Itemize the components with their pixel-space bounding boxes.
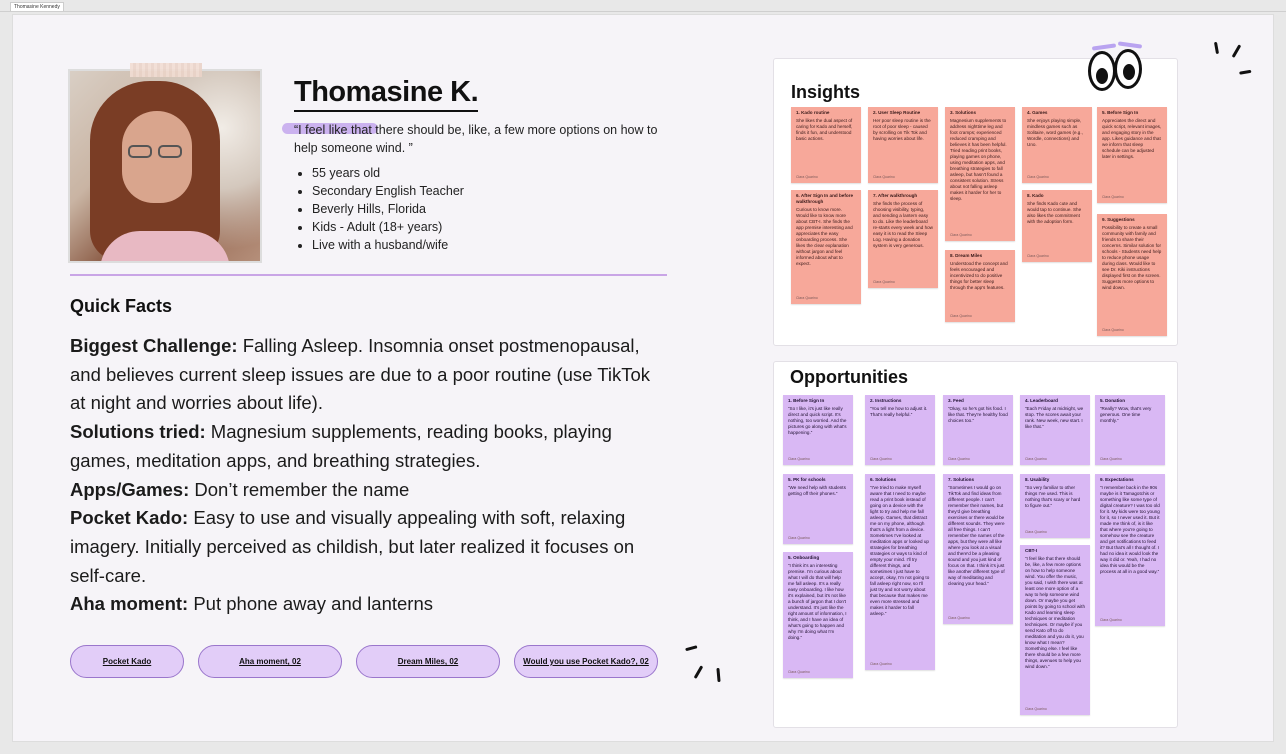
opportunity-note[interactable] — [783, 474, 853, 544]
opportunity-note[interactable] — [1020, 395, 1090, 465]
opportunity-note[interactable] — [783, 552, 853, 678]
bio-item: • Secondary English Teacher — [312, 182, 464, 200]
note-signature: Clara Quarino — [870, 662, 892, 666]
bio-item: • Kids - Adult (18+ years) — [312, 218, 464, 236]
insight-note[interactable] — [945, 107, 1015, 241]
fact-text: Don’t remember the name — [189, 478, 410, 500]
note-signature: Clara Quarino — [1102, 328, 1124, 332]
section-divider — [70, 274, 667, 276]
insight-note[interactable] — [1022, 190, 1092, 262]
note-title: 4. Leaderboard — [1025, 398, 1058, 403]
note-signature: Clara Quarino — [1102, 195, 1124, 199]
note-signature: Clara Quarino — [796, 296, 818, 300]
note-text: Curious to know more. Would like to know more about CBT-I. She finds the app premise interesting and appreciates the easy onboarding process. She likes the clear explanation without jargon and feel informed about what to expect. — [796, 207, 853, 266]
note-signature: Clara Quarino — [873, 280, 895, 284]
persona-bio-list — [312, 164, 464, 254]
note-signature: Clara Quarino — [796, 175, 818, 179]
note-title: 9. Suggestions — [1102, 217, 1135, 222]
note-text: “I feel like that there should be, like, a few more options on how to help someone wind. You offer the music, you said, I wish there was at least one more option of a way to help someone wind down. Or maybe you get points by going to school with Kado and learning sleep techniques or meditation techniques. Or maybe if you send Kato off to do meditation and you do it, you know what I mean? Something else. I feel like there should be a few more things, avenues to help you wind down.” — [1025, 556, 1086, 669]
opportunity-note[interactable] — [865, 395, 935, 465]
tape-decoration — [130, 63, 202, 77]
note-signature: Clara Quarino — [788, 536, 810, 540]
note-title: 5. PK for schools — [788, 477, 826, 482]
note-title: 3. Solutions — [950, 110, 977, 115]
note-signature: Clara Quarino — [948, 457, 970, 461]
note-signature: Clara Quarino — [948, 616, 970, 620]
note-signature: Clara Quarino — [1100, 457, 1122, 461]
insight-note[interactable] — [868, 190, 938, 288]
note-title: 8. Usability — [1025, 477, 1050, 482]
note-text: “I remember back in the 90s maybe is it Tamagotchis or something like some type of digital creature? I was too old for it. My kids were too young for it, so I never used it. But it made me think of, is it like that where you're going to somehow see the creature and get notifications to feed it? But that's all I thought of. I had no idea it would look the way it did or. Yeah, I had no idea this would be the process at all in a good way.” — [1100, 485, 1160, 574]
note-signature: Clara Quarino — [1025, 457, 1047, 461]
note-title: 6. After Sign In and before walkthrough — [796, 193, 854, 204]
note-text: She finds the process of choosing visibility, typing, and sending a lantern easy to do. Like the leaderboard re-starts every week and how easy it is to read the Sleep Log. Having a donation system is very generous. — [873, 201, 933, 248]
note-title: 5. Onboarding — [788, 555, 820, 560]
link-would-you-use[interactable]: Would you use Pocket Kado?, 02 — [514, 645, 658, 678]
quick-facts-body — [70, 332, 660, 619]
note-signature: Clara Quarino — [1025, 707, 1047, 711]
insight-note[interactable] — [1022, 107, 1092, 183]
persona-photo — [68, 69, 262, 263]
note-signature: Clara Quarino — [1027, 175, 1049, 179]
note-text: She enjoys playing simple, mindless games such as Solitaire, word games (e.g., Wordle, connections) and Uno. — [1027, 118, 1083, 147]
insight-note[interactable] — [1097, 107, 1167, 203]
insight-note[interactable] — [1097, 214, 1167, 336]
note-signature: Clara Quarino — [1027, 254, 1049, 258]
opportunity-note[interactable] — [1095, 474, 1165, 626]
opportunity-note[interactable] — [1095, 395, 1165, 465]
note-title: 8. Kado — [1027, 193, 1044, 198]
note-text: “So very familiar to other things I've used. This is nothing that's scary or hard to figure out.” — [1025, 485, 1081, 508]
top-divider — [0, 11, 1286, 12]
fact-text: Put phone away and lanterns — [188, 593, 433, 615]
fact-solutions-tried — [70, 418, 660, 475]
note-signature: Clara Quarino — [1100, 618, 1122, 622]
opportunities-title: Opportunities — [790, 367, 908, 387]
note-text: “We need help with students getting off their phones.” — [788, 485, 846, 496]
note-text: “Really? Wow, that's very generous. One time monthly.” — [1100, 406, 1152, 423]
fact-apps-games — [70, 476, 660, 505]
note-signature: Clara Quarino — [788, 670, 810, 674]
note-text: “You tell me how to adjust it. That's really helpful.” — [870, 406, 928, 417]
note-title: 8. Dream Miles — [950, 253, 983, 258]
note-text: Understood the concept and feels encouraged and incentivized to do positive things for better sleep through the app's features. — [950, 261, 1008, 290]
note-title: 7. After walkthrough — [873, 193, 918, 198]
insight-note[interactable] — [945, 250, 1015, 322]
eyes-sticker-icon — [1088, 43, 1146, 95]
opportunity-note[interactable] — [1020, 474, 1090, 538]
bio-item: • Beverly Hills, Florida — [312, 200, 464, 218]
fact-text: Easy to use and visually appealing with soft, relaxing imagery. Initially perceived as childish, but later realized it focuses on self-care. — [70, 507, 635, 586]
link-pocket-kado[interactable]: Pocket Kado — [70, 645, 184, 678]
note-text: Possibility to create a small community with family and friends to share their concerns. Similar solution for schools - Students need help to reduce phone usage during class. Would like to see Dr. Kiki instructions displayed first on the screen. Suggests more options to wind down. — [1102, 225, 1162, 290]
fact-aha-moment — [70, 590, 660, 619]
opportunity-note[interactable] — [1020, 545, 1090, 715]
opportunity-note[interactable] — [865, 474, 935, 670]
insights-title: Insights — [791, 82, 861, 102]
fact-label: Solutions tried: — [70, 421, 206, 443]
fact-biggest-challenge — [70, 332, 660, 418]
frame-label: Thomasine Kennedy — [10, 2, 64, 12]
note-title: 3. Feed — [948, 398, 964, 403]
note-signature: Clara Quarino — [950, 233, 972, 237]
note-text: “Sometimes I would go on TikTok and find ideas from different people. I can't remember their names, but they'd give breathing exercises or there would be different sounds. They were all free things. I can't remember the names of the apps, but they were all like where you look at a visual and there'd be a pleasing sound and you just kind of focus on that. I think it's just like another different type of way of meditating and clearing your head.” — [948, 485, 1005, 586]
bio-item: • 55 years old — [312, 164, 464, 182]
fact-label: Pocket Kado: — [70, 507, 189, 529]
opportunity-note[interactable] — [783, 395, 853, 465]
persona-name: Thomasine K. — [294, 76, 478, 112]
note-title: 5. Donation — [1100, 398, 1126, 403]
insight-note[interactable] — [791, 107, 861, 183]
note-signature: Clara Quarino — [1025, 530, 1047, 534]
note-title: CBT-I — [1025, 548, 1037, 553]
note-text: She likes the dual aspect of caring for Kado and herself, finds it fun, and understood basic actions. — [796, 118, 853, 141]
note-text: “So I like, it's just like really direct and quick script. It's nothing, too worried. And the pictures go along with what's happening.” — [788, 406, 847, 435]
note-text: Her poor sleep routine is the root of poor sleep - caused by scrolling on Tik Tok and having worries about life. — [873, 118, 931, 141]
link-dream-miles[interactable]: Dream Miles, 02 — [356, 645, 500, 678]
note-text: “Okay, so he's got his food. I like that. They're healthy food choices too.” — [948, 406, 1008, 423]
note-text: Magnesium supplements to address nighttime leg and foot cramps; experienced reduced cramping and believes it has been helpful. Tried reading print books, playing games on phone, using meditation apps, and breathing strategies to fall asleep, but hasn't found a consistent solution. Stress about not falling asleep makes it harder for her to sleep. — [950, 118, 1007, 201]
note-signature: Clara Quarino — [950, 314, 972, 318]
note-title: 4. Games — [1027, 110, 1048, 115]
note-title: 1. Kado routine — [796, 110, 830, 115]
insight-note[interactable] — [791, 190, 861, 304]
opportunity-note[interactable] — [943, 395, 1013, 465]
insight-note[interactable] — [868, 107, 938, 183]
note-title: 2. User Sleep Routine — [873, 110, 921, 115]
fact-text: Magnesium supplements, reading books, playing games, meditation apps, and breathing strategies. — [70, 421, 612, 471]
note-text: Appreciates the direct and quick script, relevant images, and engaging story in the app. Likes guidance and that we inform that sleep schedule can be adjusted later in settings. — [1102, 118, 1162, 159]
note-title: 5. Before Sign In — [1102, 110, 1139, 115]
note-title: 6. Solutions — [870, 477, 897, 482]
note-title: 7. Solutions — [948, 477, 975, 482]
note-title: 9. Expectations — [1100, 477, 1134, 482]
link-aha-moment[interactable]: Aha moment, 02 — [198, 645, 342, 678]
note-signature: Clara Quarino — [788, 457, 810, 461]
note-text: “I think it's an interesting premise. I'm curious about what I will do that will help me fall asleep. It's a really easy onboarding. I like how it's explained, but it's not like a bunch of jargon that I don't understand. It's just like the right amount of information, I think, and I have an idea of what's going to happen and why I'm doing what I'm doing.” — [788, 563, 847, 640]
bio-item: • Live with a husband/wife — [312, 236, 464, 254]
note-text: She finds Kado cute and would tap to continue. She also likes the commitment with the adoption form. — [1027, 201, 1082, 224]
note-title: 1. Before Sign In — [788, 398, 825, 403]
opportunity-note[interactable] — [943, 474, 1013, 624]
note-text: “Each Friday at midnight, we stop. The scores await your rank. New week, new start. I like that.” — [1025, 406, 1084, 429]
persona-quote: “I feel like that there should be, like, a few more options on how to help someone wind. ” — [294, 123, 658, 155]
fact-label: Biggest Challenge: — [70, 335, 238, 356]
fact-text: Falling Asleep. Insomnia onset postmenopausal, and believes current sleep issues are due to a poor routine (use TikTok at night and worries about life). — [70, 335, 650, 414]
note-text: “I've tried to make myself aware that I need to maybe read a print book instead of going on a device with the light to try and help me fall asleep. Games, that distract me on my phone, although that's a light from a device. Sometimes I've looked at meditation apps or looked up strategies for breathing strategies or ways to kind of empty your mind. I'll try different things, and sometimes I just have to accept, okay, I'm not going to fall asleep right now, so I'll just try and not worry about that because that makes me even more stressed and makes it harder to fall asleep.” — [870, 485, 930, 616]
note-signature: Clara Quarino — [870, 457, 892, 461]
quick-facts-title: Quick Facts — [70, 296, 173, 316]
fact-pocket-kado — [70, 504, 660, 590]
fact-label: Aha moment: — [70, 593, 189, 615]
fact-label: Apps/Games: — [70, 478, 190, 500]
note-title: 2. Instructions — [870, 398, 902, 403]
note-signature: Clara Quarino — [873, 175, 895, 179]
